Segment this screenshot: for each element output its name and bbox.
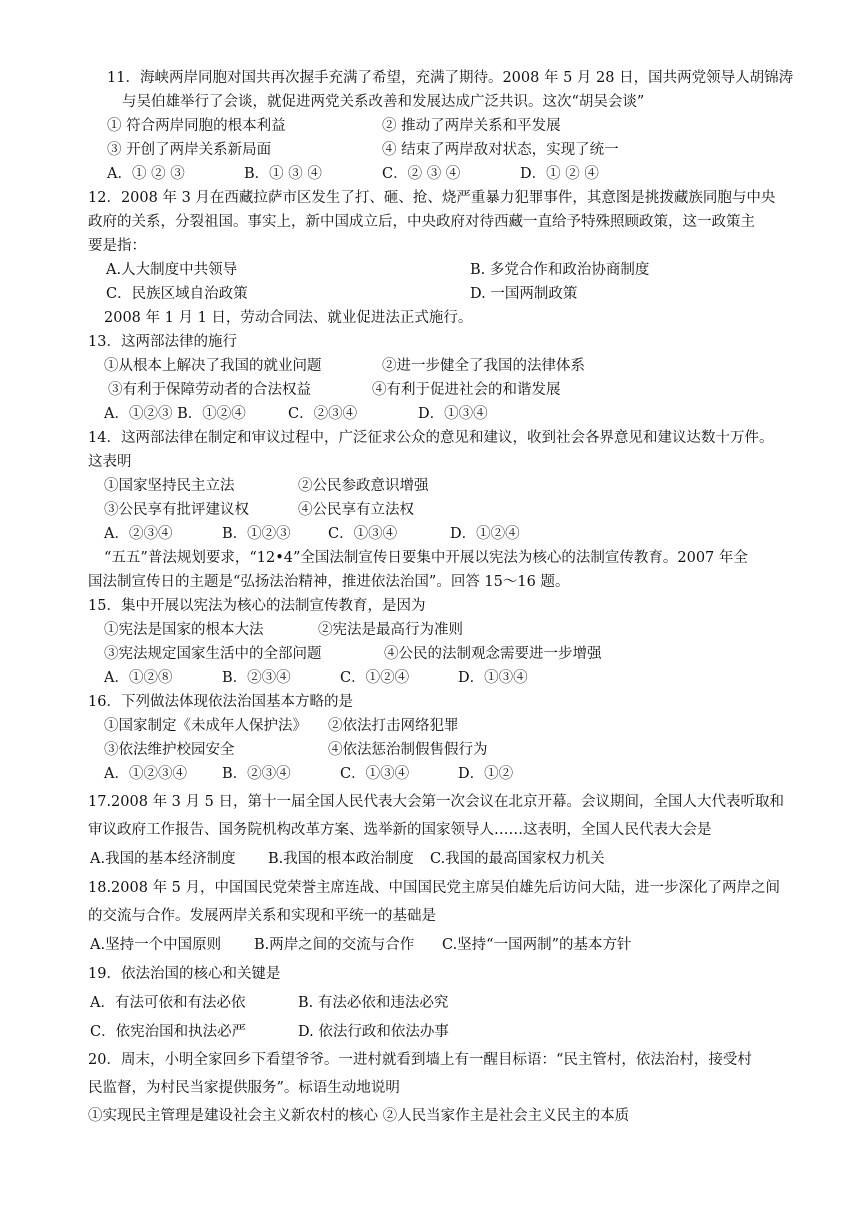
q14-statement-4: ④公民享有立法权: [298, 502, 414, 518]
q16-statement-4: ④依法惩治制假售假行为: [328, 742, 488, 758]
q11-option-d: D．① ② ④: [520, 166, 599, 182]
q18-option-a: A.坚持一个中国原则: [90, 937, 222, 953]
q16-option-c: C．①③④: [340, 766, 410, 782]
q15-option-d: D．①③④: [458, 670, 528, 686]
q11-option-a: A．① ② ③: [107, 166, 185, 182]
q13-stem: 13．这两部法律的施行: [88, 334, 237, 350]
q19-option-c: C．依宪治国和执法必严: [90, 1024, 247, 1040]
q11-stem-line1: 11．海峡两岸同胞对国共再次握手充满了希望，充满了期待。2008 年 5 月 28 日，国共两党领导人胡锦涛: [107, 70, 794, 86]
q18-option-b: B.两岸之间的交流与合作: [254, 937, 415, 953]
q20-stem-line2: 民监督，为村民当家提供服务”。标语生动地说明: [88, 1080, 400, 1096]
law-intro: 2008 年 1 月 1 日，劳动合同法、就业促进法正式施行。: [104, 310, 473, 326]
q17-option-b: B.我国的根本政治制度: [268, 851, 414, 867]
q13-option-ab: A．①②③ B．①②④: [104, 406, 246, 422]
q17-stem-line2: 审议政府工作报告、国务院机构改革方案、选举新的国家领导人……这表明，全国人民代表大会是: [88, 822, 712, 838]
q12-stem-line2: 政府的关系，分裂祖国。事实上，新中国成立后，中央政府对待西藏一直给予特殊照顾政策，这一政策主: [88, 214, 755, 230]
q14-option-a: A．②③④: [104, 526, 173, 542]
q12-option-b: B. 多党合作和政治协商制度: [470, 262, 650, 278]
q15-statement-2: ②宪法是最高行为准则: [318, 622, 463, 638]
q18-stem-line1: 18.2008 年 5 月，中国国民党荣誉主席连战、中国国民党主席吴伯雄先后访问大陆，进一步深化了两岸之间: [88, 880, 781, 896]
q14-statement-1: ①国家坚持民主立法: [104, 478, 235, 494]
q13-statement-4: ④有利于促进社会的和谐发展: [372, 382, 561, 398]
q18-option-c: C.坚持“一国两制”的基本方针: [442, 937, 632, 953]
q12-stem-line3: 要是指：: [88, 238, 146, 254]
q14-statement-3: ③公民享有批评建议权: [104, 502, 249, 518]
q13-option-c: C．②③④: [288, 406, 358, 422]
q17-stem-line1: 17.2008 年 3 月 5 日，第十一届全国人民代表大会第一次会议在北京开幕。会议期间，全国人大代表听取和: [88, 794, 784, 810]
q17-option-c: C.我国的最高国家权力机关: [430, 851, 605, 867]
q14-option-c: C．①③④: [328, 526, 398, 542]
q11-option-b: B．① ③ ④: [244, 166, 322, 182]
q12-option-c: C．民族区域自治政策: [106, 286, 248, 302]
q14-stem-line2: 这表明: [88, 454, 132, 470]
q14-option-b: B．①②③: [222, 526, 291, 542]
q12-option-d: D. 一国两制政策: [470, 286, 578, 302]
q16-option-a: A．①②③④: [104, 766, 187, 782]
q11-option-c: C．② ③ ④: [382, 166, 461, 182]
q18-stem-line2: 的交流与合作。发展两岸关系和实现和平统一的基础是: [88, 908, 436, 924]
q20-stem-line1: 20．周末，小明全家回乡下看望爷爷。一进村就看到墙上有一醒目标语：“民主管村，依法治村，接受村: [88, 1052, 752, 1068]
q16-option-b: B．②③④: [222, 766, 291, 782]
q17-option-a: A.我国的基本经济制度: [90, 851, 236, 867]
q13-statement-2: ②进一步健全了我国的法律体系: [382, 358, 585, 374]
q20-statements: ①实现民主管理是建设社会主义新农村的核心 ②人民当家作主是社会主义民主的本质: [88, 1108, 630, 1124]
q15-statement-4: ④公民的法制观念需要进一步增强: [384, 646, 602, 662]
q12-option-a: A.人大制度中共领导: [106, 262, 238, 278]
q11-statement-4: ④ 结束了两岸敌对状态，实现了统一: [382, 142, 619, 158]
q12-stem-line1: 12．2008 年 3 月在西藏拉萨市区发生了打、砸、抢、烧严重暴力犯罪事件，其意图是挑拨藏族同胞与中央: [88, 190, 776, 206]
q15-option-a: A．①②⑧: [104, 670, 173, 686]
q13-statement-1: ①从根本上解决了我国的就业问题: [104, 358, 322, 374]
q16-statement-2: ②依法打击网络犯罪: [328, 718, 459, 734]
law-education-intro-line2: 国法制宣传日的主题是“弘扬法治精神，推进依法治国”。回答 15～16 题。: [88, 574, 570, 590]
q19-option-a: A．有法可依和有法必依: [90, 995, 246, 1011]
q11-statement-3: ③ 开创了两岸关系新局面: [107, 142, 272, 158]
q11-statement-2: ② 推动了两岸关系和平发展: [382, 118, 561, 134]
q14-statement-2: ②公民参政意识增强: [298, 478, 429, 494]
q16-statement-3: ③依法维护校园安全: [104, 742, 235, 758]
q15-statement-1: ①宪法是国家的根本大法: [104, 622, 264, 638]
q15-option-c: C．①②④: [340, 670, 410, 686]
q16-option-d: D．①②: [458, 766, 514, 782]
q19-option-b: B. 有法必依和违法必究: [298, 995, 449, 1011]
q16-statement-1: ①国家制定《未成年人保护法》: [104, 718, 307, 734]
law-education-intro-line1: “五五”普法规划要求，“12•4”全国法制宣传日要集中开展以宪法为核心的法制宣传教育。2007 年全: [104, 550, 748, 566]
q11-stem-line2: 与吴伯雄举行了会谈，就促进两党关系改善和发展达成广泛共识。这次“胡吴会谈”: [122, 94, 645, 110]
q14-option-d: D．①②④: [450, 526, 520, 542]
q19-option-d: D. 依法行政和依法办事: [298, 1024, 449, 1040]
q15-option-b: B．②③④: [222, 670, 291, 686]
q14-stem-line1: 14．这两部法律在制定和审议过程中，广泛征求公众的意见和建议，收到社会各界意见和建议达数十万件。: [88, 430, 774, 446]
q16-stem: 16．下列做法体现依法治国基本方略的是: [88, 694, 353, 710]
q15-statement-3: ③宪法规定国家生活中的全部问题: [104, 646, 322, 662]
q15-stem: 15．集中开展以宪法为核心的法制宣传教育，是因为: [88, 598, 426, 614]
q19-stem: 19．依法治国的核心和关键是: [88, 966, 281, 982]
q13-option-d: D．①③④: [418, 406, 488, 422]
q11-statement-1: ① 符合两岸同胞的根本利益: [107, 118, 286, 134]
q13-statement-3: ③有利于保障劳动者的合法权益: [108, 382, 311, 398]
